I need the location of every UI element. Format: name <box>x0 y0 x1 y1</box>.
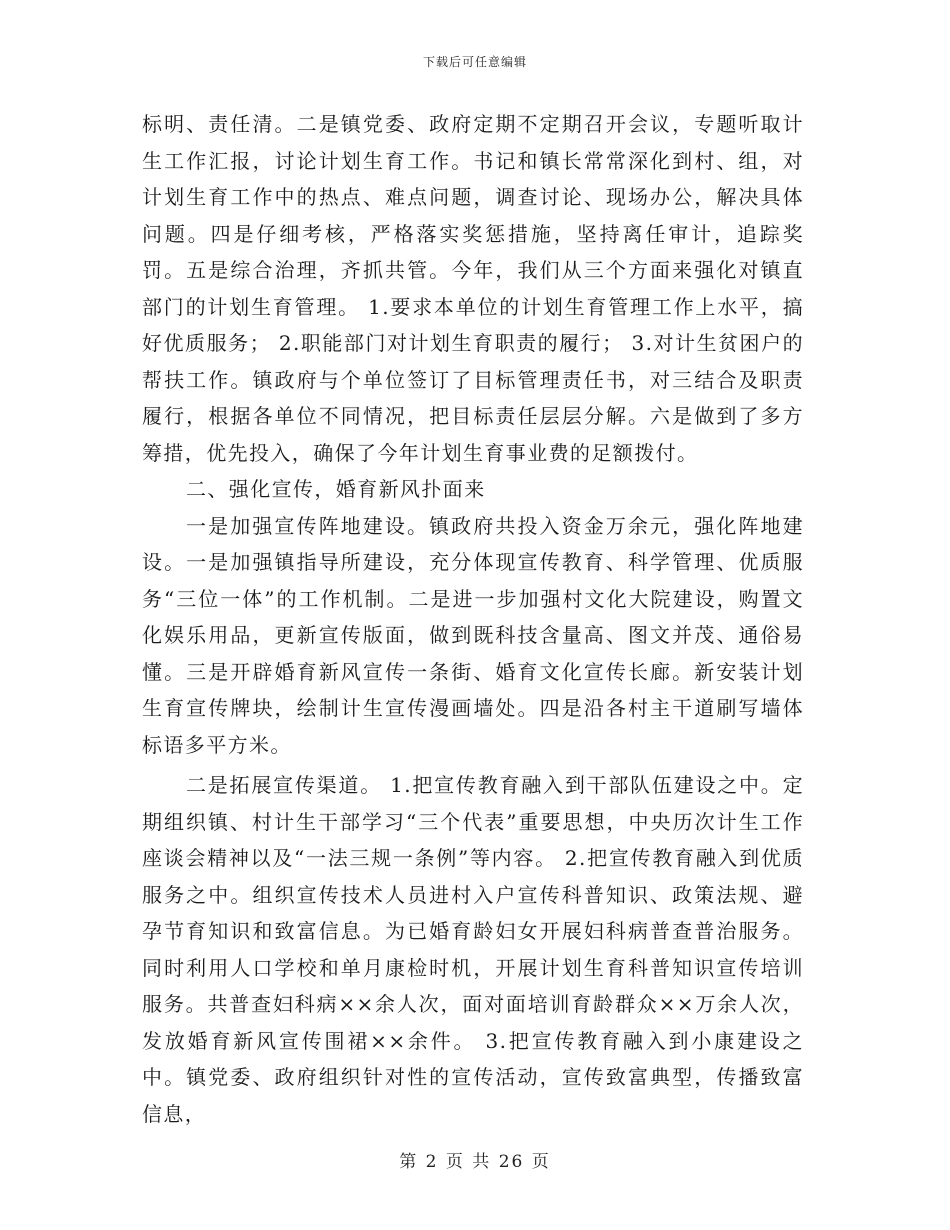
page-header-note: 下载后可任意编辑 <box>422 55 527 69</box>
document-body <box>142 106 804 1132</box>
paragraph-continuation: 标明、责任清。二是镇党委、政府定期不定期召开会议，专题听取计生工作汇报，讨论计划生育工作。书记和镇长常常深化到村、组，对计划生育工作中的热点、难点问题，调查讨论、现场办公，解决具体问题。四是仔细考核，严格落实奖惩措施，坚持离任审计，追踪奖罚。五是综合治理，齐抓共管。今年，我们从三个方面来强化对镇直部门的计划生育管理。 1.要求本单位的计划生育管理工作上水平，搞好优质服务； 2.职能部门对计划生育职责的履行； 3.对计生贫困户的帮扶工作。镇政府与个单位签订了目标管理责任书，对三结合及职责履行，根据各单位不同情况，把目标责任层层分解。六是做到了多方筹措，优先投入，确保了今年计划生育事业费的足额拨付。 <box>142 112 804 465</box>
section-heading: 二、强化宣传，婚育新风扑面来 <box>186 477 486 501</box>
page-number: 第 2 页 共 26 页 <box>399 1152 551 1172</box>
paragraph-propaganda-channels: 二是拓展宣传渠道。 1.把宣传教育融入到干部队伍建设之中。定期组织镇、村计生干部学习“三个代表”重要思想，中央历次计生工作座谈会精神以及“一法三规一条例”等内容。 2.把宣传教育融入到优质服务之中。组织宣传技术人员进村入户宣传科普知识、政策法规、避孕节育知识和致富信息。为已婚育龄妇女开展妇科病普查普治服务。同时利用人口学校和单月康检时机，开展计划生育科普知识宣传培训服务。共普查妇科病××余人次，面对面培训育龄群众××万余人次，发放婚育新风宣传围裙××余件。 3.把宣传教育融入到小康建设之中。镇党委、政府组织针对性的宣传活动，宣传致富典型，传播致富信息， <box>142 773 804 1126</box>
paragraph-propaganda-base: 一是加强宣传阵地建设。镇政府共投入资金万余元，强化阵地建设。一是加强镇指导所建设，充分体现宣传教育、科学管理、优质服务“三位一体”的工作机制。二是进一步加强村文化大院建设，购置文化娱乐用品，更新宣传版面，做到既科技含量高、图文并茂、通俗易懂。三是开辟婚育新风宣传一条街、婚育文化宣传长廊。新安装计划生育宣传牌块，绘制计生宣传漫画墙处。四是沿各村主干道刷写墙体标语多平方米。 <box>142 513 804 757</box>
